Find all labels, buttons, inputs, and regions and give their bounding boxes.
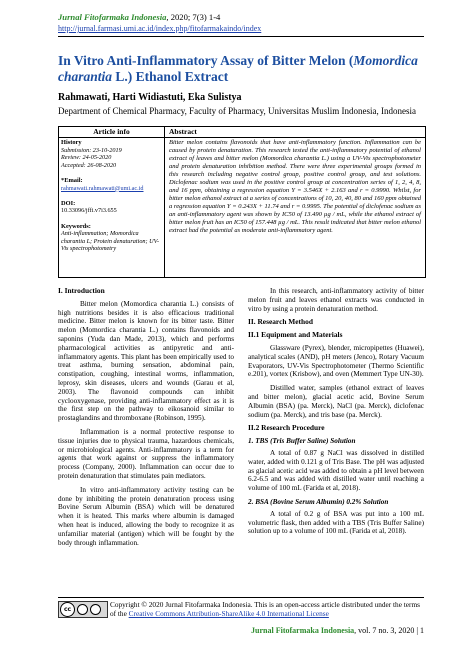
intro-paragraph-3: In vitro anti-inflammatory activity testing can be done by inhibiting the protein denaturation process using Bovine Serum Albumin (BSA) which will be denatured when it is heated. This marks where albumin is damaged when heat is induced, allowing the body to recognize it as unfamiliar material (antigen) which will be fought by the body through inflammation. <box>58 485 234 547</box>
header-divider <box>58 36 424 37</box>
body-column-right <box>248 287 424 541</box>
article-info-label: Article info <box>93 127 130 136</box>
bsa-heading: 2. BSA (Bovine Serum Albumin) 0.2% Solution <box>248 497 389 506</box>
title-part1: In Vitro Anti-Inflammatory Assay of Bitter Melon ( <box>58 53 354 68</box>
method-heading: II. Research Method <box>248 317 313 327</box>
col2-paragraph-1: In this research, anti-inflammatory activity of bitter melon fruit and leaves ethanol extracts was conducted in vitro by using a protein denaturation method. <box>248 287 424 313</box>
abstract-label: Abstract <box>169 127 197 136</box>
title-italic: Momordica charantia <box>58 53 418 84</box>
article-info-column <box>61 139 162 253</box>
materials-paragraph: Distilled water, samples (ethanol extract of leaves and bitter melon), glacial acetic acid, Bovine Serum Albumin (BSA) (pa. Merck), NaCl (pa. Merck), diclofenac sodium (pa. Merck), and tris base (pa. Merck). <box>248 384 424 419</box>
journal-header <box>58 12 220 22</box>
title-part2: L.) Ethanol Extract <box>112 69 229 84</box>
intro-paragraph-2: Inflammation is a normal protective response to tissue injuries due to physical trauma, hazardous chemicals, or microbiological agents. Anti-inflammatory is a term for agents that work against or suppress the inflammatory process (Company, 2000). Inflammation can occur due to protein denaturation that stimulates pain mediators. <box>58 427 234 480</box>
box-header-line <box>59 137 425 138</box>
attribution-icon <box>77 604 88 615</box>
journal-name: Jurnal Fitofarmaka Indonesia <box>58 12 167 22</box>
journal-url-link[interactable]: http://jurnal.farmasi.umi.ac.id/index.php/fitofarmakaindo/index <box>58 24 262 33</box>
email-label: *Email: <box>61 176 83 184</box>
tbs-paragraph: A total of 0.87 g NaCl was dissolved in distilled water, added with 0.121 g of Tris Base. The pH was adjusted as glacial acetic acid was added to obtain a pH level between 6.2-6.5 and was added with distilled water until reaching a volume of 100 mL (Farida et al, 2018). <box>248 448 424 493</box>
subsection-ii2: II.2 Research Procedure <box>248 423 325 433</box>
department: Department of Chemical Pharmacy, Faculty of Pharmacy, Universitas Muslim Indonesia, Indonesia <box>58 106 416 116</box>
doi-value: 10.33096/jffi.v7i3.655 <box>61 207 117 215</box>
bsa-paragraph: A total of 0.2 g of BSA was put into a 100 mL volumetric flask, then added with a TBS (Tris Buffer Saline) solution up to a volume of 100 mL (Farida et al, 2018). <box>248 509 424 536</box>
review-date: Review: 24-05-2020 <box>61 154 112 162</box>
intro-paragraph-1: Bitter melon (Momordica charantia L.) consists of high nutritions besides it is also efficacious traditional medicine. Bitter melon is known for its bitter taste. Bitter melon (Momordica charantia L.) contains flavonoids and saponins (Yuda dan Made, 2013), which and performs pharmacological activities as antipyretic and anti-inflammatory agents. This plant has been empirically used to treat asthma, burning sensation, abdominal pain, constipation, coughing, intestinal worms, inflammation, leprosy, skin diseases, ulcers and wounds (Garau et al, 2003). The flavonoid compounds can inhibit cyclooxygenase, providing anti-inflammatory effect as it is the first step on the pathway to eikosanoid similar to prostaglandins and thromboxane (Robinson, 1995). <box>58 299 234 423</box>
accepted-date: Accepted: 26-08-2020 <box>61 161 117 169</box>
license-prefix: Copyright © 2020 Jurnal Fitofarmaka Indonesia. This is an open-access article distributed under the terms of the <box>110 600 420 618</box>
intro-heading: I. Introduction <box>58 286 105 295</box>
cc-icon: cc <box>60 602 75 617</box>
journal-url-line <box>58 24 261 33</box>
license-link[interactable]: Creative Commons Attribution-ShareAlike 4.0 International License <box>128 609 329 618</box>
license-text <box>110 600 424 618</box>
body-column-left <box>58 287 234 552</box>
footer-journal-name: Jurnal Fitofarmaka Indonesia <box>251 626 355 635</box>
authors: Rahmawati, Harti Widiastuti, Eka Sulistya <box>58 92 242 103</box>
submission-date: Submission: 23-10-2019 <box>61 146 122 154</box>
sharealike-icon <box>90 604 101 615</box>
box-divider <box>164 127 165 277</box>
journal-volume-info: , 2020; 7(3) 1-4 <box>166 12 221 22</box>
keywords-label: Keywords: <box>61 222 91 230</box>
cc-by-sa-badge[interactable] <box>58 601 108 618</box>
history-label: History <box>61 139 82 146</box>
keywords-value: Anti-inflammation; Momordica charantia L; Protein denaturation; UV-Vis spectrophotometry <box>61 230 160 253</box>
subsection-ii1: II.1 Equipment and Materials <box>248 330 343 340</box>
page-footer <box>251 626 424 635</box>
abstract-text: Bitter melon contains flavonoids that have anti-inflammatory function. Inflammation can be caused by protein denaturation. This research tested the anti-inflammatory potential of ethanol extract of leaves and bitter melon (Momordica charantia L.) using a UV-Vis spectrophotometer and protein denaturation inhibition method. There were three experimental groups formed in this research including negative control group, positive control group, and test solutions. Diclofenac sodium was used in the positive control group at concentration series of 1, 2, 4, 8, and 16 ppm, obtaining a regression equation Y = 3.546X + 2.163 and r = 0.9990. Whilst, for bitter melon ethanol extract at a series of concentrations of 10, 20, 40, 80 and 160 ppm obtained a regression equation Y = 0.243X + 11.74 and r = 0.9995. The potential of diclofenac sodium as an anti-inflammatory agent was shown by IC50 of 13.490 µg / mL, while the ethanol extract of bitter melon fruit has an IC50 of 157.448 µg / mL. This result indicated that bitter melon ethanol extract had the potential as moderate anti-inflammatory agent. <box>169 139 421 234</box>
footer-volume-info: , vol. 7 no. 3, 2020 | 1 <box>354 626 424 635</box>
tbs-heading: 1. TBS (Tris Buffer Saline) Solution <box>248 437 356 446</box>
email-link[interactable]: rahmawati.rahmawati@umi.ac.id <box>61 184 144 192</box>
article-info-box <box>58 126 426 278</box>
license-divider <box>58 597 424 598</box>
equipment-paragraph: Glassware (Pyrex), blender, micropipettes (Huawei), analytical scales (AND), pH meters (Jenco), Rotary Vacuum Evaporators, UV-Vis Spectrophotometer (Thermo Scientific e.201), vortex (Krisbow), and oven (Memmert Type UN-30). <box>248 343 424 379</box>
article-title <box>58 53 424 85</box>
doi-label: DOI: <box>61 199 76 207</box>
